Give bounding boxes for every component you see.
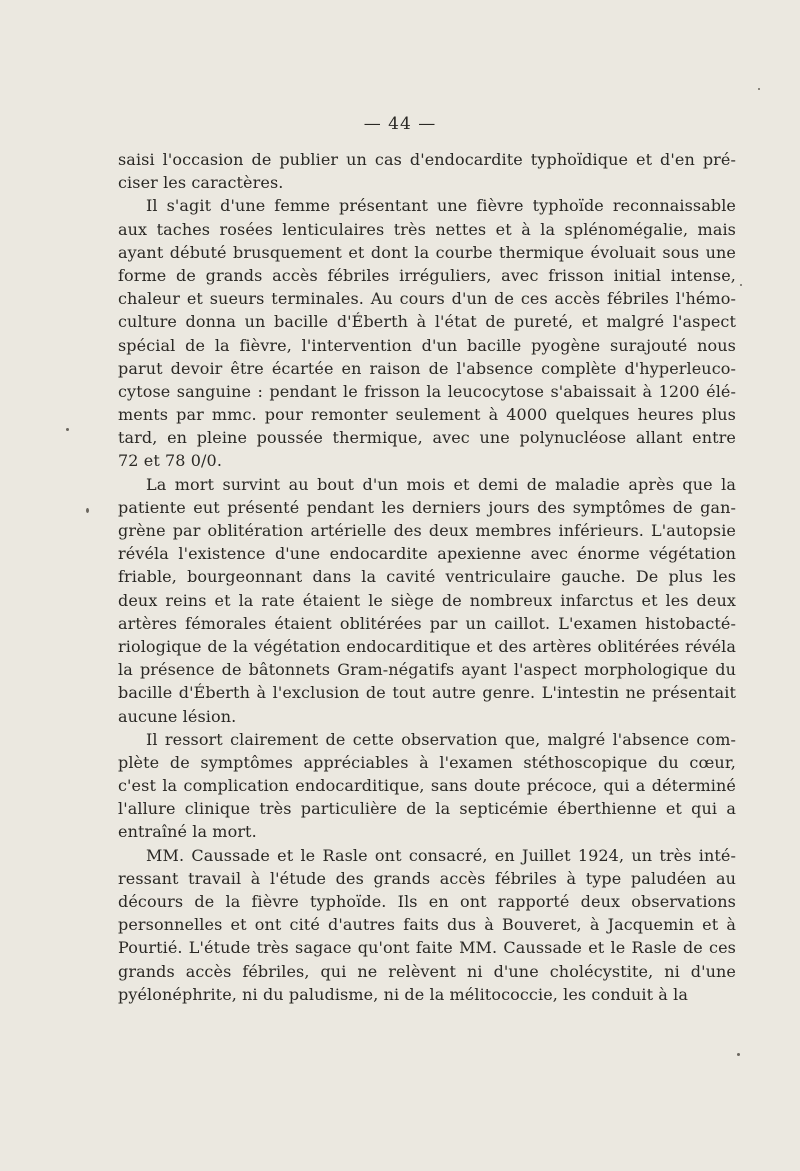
scan-speck <box>66 428 69 431</box>
text-line: personnelles et ont cité d'autres faits dus à Bouveret, à Jacquemin et à <box>118 915 736 935</box>
text-line: culture donna un bacille d'Éberth à l'état de pureté, et malgré l'aspect <box>118 312 736 332</box>
text-line: artères fémorales étaient oblitérées par un caillot. L'examen histobacté- <box>118 613 736 633</box>
text-line: l'allure clinique très particulière de la septicémie éberthienne et qui a <box>118 799 736 819</box>
scan-speck <box>740 284 742 286</box>
text-line: grène par oblitération artérielle des deux membres inférieurs. L'autopsie <box>118 521 736 540</box>
text-line: ments par mmc. pour remonter seulement à 4000 quelques heures plus <box>118 405 736 425</box>
page-number: — 44 — <box>363 114 437 134</box>
text-line: ressant travail à l'étude des grands accès fébriles à type paludéen au <box>118 868 736 888</box>
text-line: cytose sanguine : pendant le frisson la leucocytose s'abaissait à 1200 élé- <box>118 381 736 401</box>
text-line: chaleur et sueurs terminales. Au cours d'un de ces accès fébriles l'hémo- <box>118 289 736 309</box>
text-line: aucune lésion. <box>118 706 237 726</box>
scan-speck <box>86 508 89 513</box>
text-line: MM. Caussade et le Rasle ont consacré, en Juillet 1924, un très inté- <box>146 845 736 865</box>
text-line: saisi l'occasion de publier un cas d'endocardite typhoïdique et d'en pré- <box>118 150 736 169</box>
text-line: Il ressort clairement de cette observation que, malgré l'absence com- <box>146 729 736 749</box>
text-line: ciser les caractères. <box>118 173 284 193</box>
text-line: tard, en pleine poussée thermique, avec une polynucléose allant entre <box>118 428 736 448</box>
body-text <box>118 148 736 1006</box>
text-line: riologique de la végétation endocarditique et des artères oblitérées révéla <box>118 636 736 656</box>
text-line: deux reins et la rate étaient le siège de nombreux infarctus et les deux <box>118 590 736 610</box>
text-line: bacille d'Éberth à l'exclusion de tout autre genre. L'intestin ne présentait <box>118 683 736 703</box>
text-line: patiente eut présenté pendant les derniers jours des symptômes de gan- <box>118 497 736 517</box>
text-line: La mort survint au bout d'un mois et demi de maladie après que la <box>146 474 736 494</box>
text-line: parut devoir être écartée en raison de l'absence complète d'hyperleuco- <box>118 358 736 378</box>
scan-speck <box>758 88 760 90</box>
text-line: forme de grands accès fébriles irréguliers, avec frisson initial intense, <box>118 265 736 285</box>
text-line: grands accès fébriles, qui ne relèvent ni d'une cholécystite, ni d'une <box>118 961 736 981</box>
text-line: friable, bourgeonnant dans la cavité ventriculaire gauche. De plus les <box>118 567 736 587</box>
scan-speck <box>737 1053 740 1056</box>
text-line: révéla l'existence d'une endocardite apexienne avec énorme végétation <box>118 544 736 564</box>
text-line: décours de la fièvre typhoïde. Ils en ont rapporté deux observations <box>118 892 736 911</box>
text-line: Il s'agit d'une femme présentant une fièvre typhoïde reconnaissable <box>146 196 736 216</box>
text-line: c'est la complication endocarditique, sans doute précoce, qui a déterminé <box>118 776 736 796</box>
text-line: aux taches rosées lenticulaires très nettes et à la splénomégalie, mais <box>118 219 736 239</box>
text-line: la présence de bâtonnets Gram-négatifs ayant l'aspect morphologique du <box>118 660 736 680</box>
text-line: pyélonéphrite, ni du paludisme, ni de la mélitococcie, les conduit à la <box>118 984 688 1004</box>
text-line: ayant débuté brusquement et dont la courbe thermique évoluait sous une <box>118 242 736 262</box>
text-line: entraîné la mort. <box>118 822 257 842</box>
text-line: 72 et 78 0/0. <box>118 451 223 471</box>
text-line: Pourtié. L'étude très sagace qu'ont faite MM. Caussade et le Rasle de ces <box>118 938 736 958</box>
text-line: plète de symptômes appréciables à l'examen stéthoscopique du cœur, <box>118 752 736 772</box>
text-line: spécial de la fièvre, l'intervention d'un bacille pyogène surajouté nous <box>118 335 736 355</box>
